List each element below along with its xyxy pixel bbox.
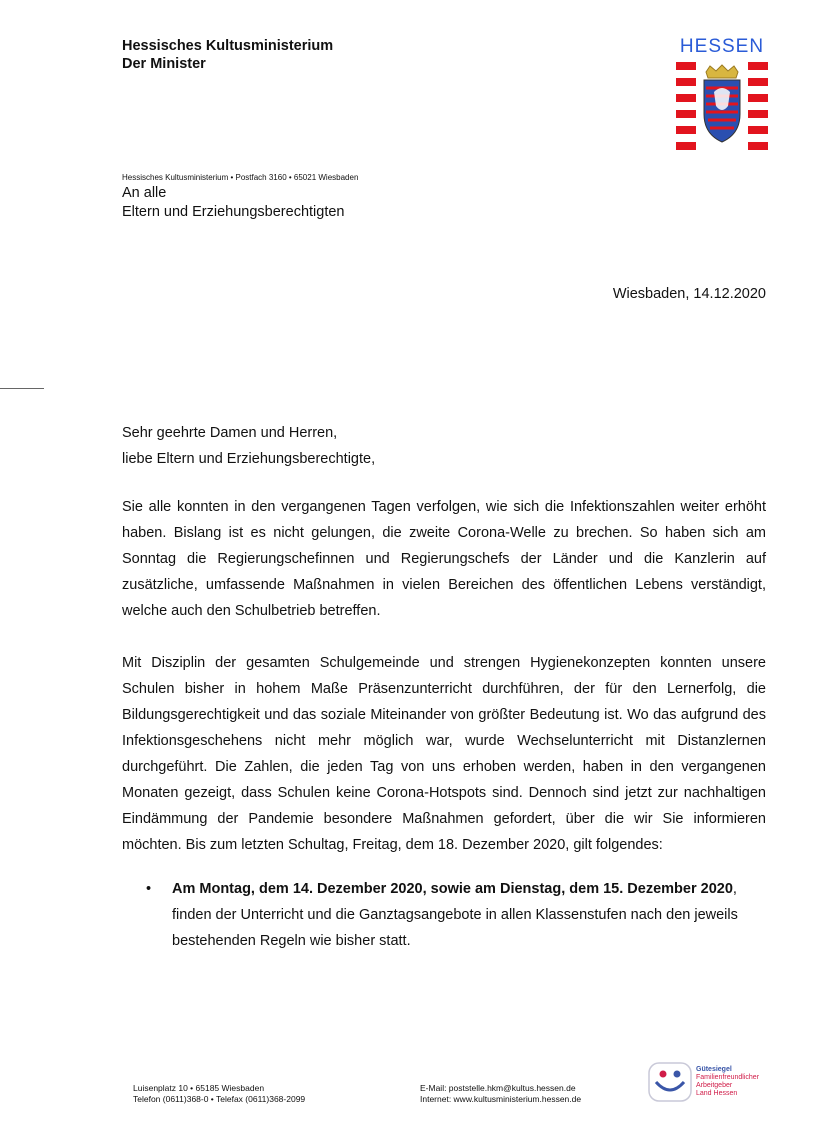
hessen-flag <box>676 62 768 150</box>
bullet-text: , finden der Unterricht und die Ganztagsangebote in allen Klassenstufen nach den jeweils bestehenden Regeln wie bisher statt. <box>172 881 738 949</box>
footer-internet: Internet: www.kultusministerium.hessen.de <box>420 1094 582 1104</box>
letter-date: Wiesbaden, 14.12.2020 <box>612 286 766 302</box>
salutation-line-1: Sehr geehrte Damen und Herren, <box>122 425 338 441</box>
footer-street: Luisenplatz 10 • 65185 Wiesbaden <box>133 1083 265 1093</box>
bullet-item <box>146 876 766 954</box>
footer-contact <box>420 1083 581 1105</box>
recipient-block <box>122 184 344 222</box>
salutation <box>122 420 766 472</box>
seal-line-3: Arbeitgeber <box>696 1082 733 1089</box>
fold-mark <box>0 388 44 389</box>
seal-line-1: Gütesiegel <box>696 1066 732 1073</box>
footer-phone: Telefon (0611)368-0 • Telefax (0611)368-2099 <box>133 1094 306 1104</box>
recipient-line-2: Eltern und Erziehungsberechtigten <box>122 204 345 220</box>
hessen-logo <box>676 36 768 156</box>
sender-ministry: Hessisches Kultusministerium <box>122 38 334 54</box>
sender-block <box>122 37 333 73</box>
sender-minister: Der Minister <box>122 56 206 72</box>
family-seal-icon <box>648 1062 692 1102</box>
bullet-list <box>122 876 766 954</box>
bullet-icon: • <box>146 881 152 897</box>
footer-email: E-Mail: poststelle.hkm@kultus.hessen.de <box>420 1083 576 1093</box>
seal-line-2: Familienfreundlicher <box>696 1074 760 1081</box>
recipient-line-1: An alle <box>122 185 167 201</box>
bullet-bold-text: Am Montag, dem 14. Dezember 2020, sowie am Dienstag, dem 15. Dezember 2020 <box>172 881 733 897</box>
return-address: Hessisches Kultusministerium • Postfach 3160 • 65021 Wiesbaden <box>122 173 359 182</box>
family-seal <box>648 1062 768 1104</box>
salutation-line-2: liebe Eltern und Erziehungsberechtigte, <box>122 451 376 467</box>
logo-text: HESSEN <box>679 36 765 57</box>
hessen-coat-of-arms-icon <box>696 62 748 150</box>
paragraph: Sie alle konnten in den vergangenen Tagen verfolgen, wie sich die Infektionszahlen weiter erhöht haben. Bislang ist es nicht gelungen, die zweite Corona-Welle zu brechen. So haben sich am Sonntag die Regierungschefinnen und Regierungschefs der Länder und die Kanzlerin auf zusätzliche, umfassende Maßnahmen in vielen Bereichen des öffentlichen Lebens verständigt, welche auch den Schulbetrieb betreffen. <box>122 499 766 619</box>
letter-body <box>122 420 766 954</box>
paragraph: Mit Disziplin der gesamten Schulgemeinde und strengen Hygienekonzepten konnten unsere Schulen bisher in hohem Maße Präsenzunterricht durchführen, der für den Lernerfolg, die Bildungsgerechtigkeit und das soziale Miteinander von größter Bedeutung ist. Wo das aufgrund des Infektionsgeschehens nicht mehr möglich war, wurde Wechselunterricht mit Distanzlernen durchgeführt. Die Zahlen, die jeden Tag von uns erhoben werden, haben in den vergangenen Monaten gezeigt, dass Schulen keine Corona-Hotspots sind. Dennoch sind jetzt zur nachhaltigen Eindämmung der Pandemie besondere Maßnahmen gefordert, über die wir Sie informieren möchten. Bis zum letzten Schultag, Freitag, dem 18. Dezember 2020, gilt folgendes: <box>122 655 766 853</box>
seal-text <box>696 1066 759 1098</box>
seal-line-4: Land Hessen <box>696 1090 738 1097</box>
footer-address <box>133 1083 305 1105</box>
